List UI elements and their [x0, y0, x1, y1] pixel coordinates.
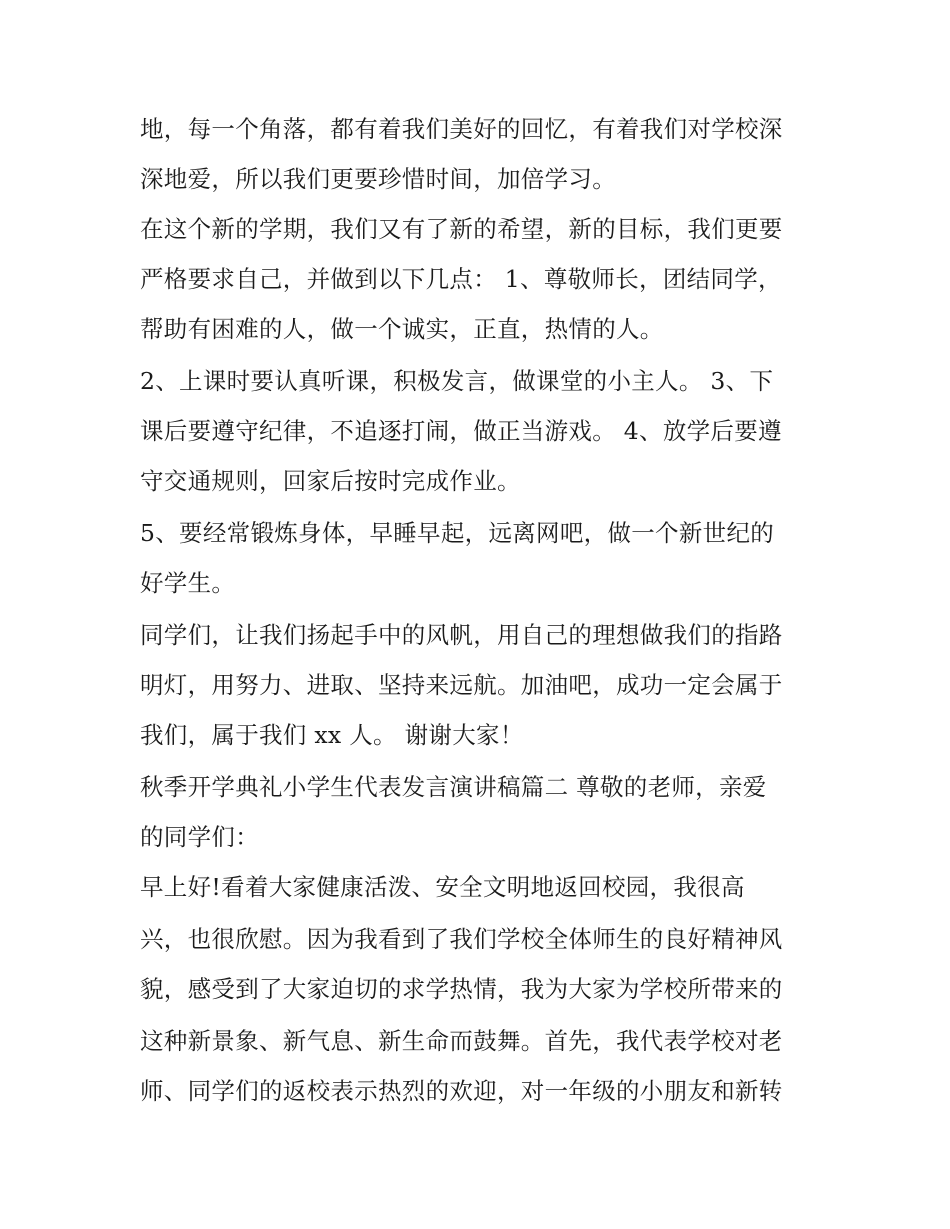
text-line: 明灯，用努力、进取、坚持来远航。加油吧，成功一定会属于 — [140, 671, 783, 699]
text-line: 守交通规则，回家后按时完成作业。 — [140, 467, 521, 495]
text-line: 的同学们： — [140, 823, 259, 851]
text-line: 帮助有困难的人，做一个诚实，正直，热情的人。 — [140, 315, 664, 343]
text-line: 地，每一个角落，都有着我们美好的回忆，有着我们对学校深 — [140, 115, 783, 143]
text-line: 我们，属于我们 xx 人。 谢谢大家！ — [140, 721, 524, 749]
text-line: 貌，感受到了大家迫切的求学热情，我为大家为学校所带来的 — [140, 975, 783, 1003]
text-line: 深地爱，所以我们更要珍惜时间，加倍学习。 — [140, 165, 616, 193]
text-line: 秋季开学典礼小学生代表发言演讲稿篇二 尊敬的老师，亲爱 — [140, 773, 767, 801]
text-line: 课后要遵守纪律，不追逐打闹，做正当游戏。 4、放学后要遵 — [140, 417, 782, 445]
text-line: 在这个新的学期，我们又有了新的希望，新的目标，我们更要 — [140, 215, 783, 243]
text-line: 好学生。 — [140, 569, 236, 597]
text-line: 5、要经常锻炼身体，早睡早起，远离网吧，做一个新世纪的 — [140, 519, 775, 547]
text-line: 2、上课时要认真听课，积极发言，做课堂的小主人。 3、下 — [140, 367, 774, 395]
text-line: 这种新景象、新气息、新生命而鼓舞。首先，我代表学校对老 — [140, 1027, 783, 1055]
text-line: 师、同学们的返校表示热烈的欢迎，对一年级的小朋友和新转 — [140, 1077, 783, 1105]
text-line: 严格要求自己，并做到以下几点： 1、尊敬师长，团结同学， — [140, 265, 782, 293]
text-line: 兴，也很欣慰。因为我看到了我们学校全体师生的良好精神风 — [140, 925, 783, 953]
text-line: 早上好!看着大家健康活泼、安全文明地返回校园，我很高 — [140, 873, 745, 901]
text-line: 同学们，让我们扬起手中的风帆，用自己的理想做我们的指路 — [140, 621, 783, 649]
